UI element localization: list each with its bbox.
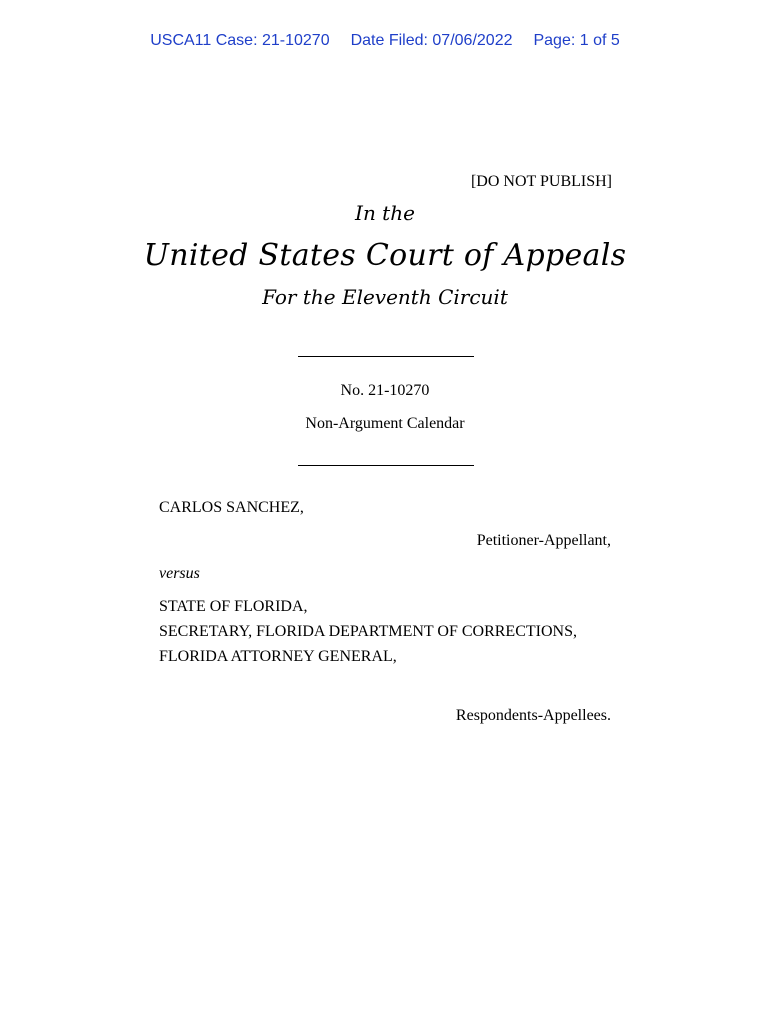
respondents-role: Respondents-Appellees. — [455, 707, 611, 724]
respondent-name: SECRETARY, FLORIDA DEPARTMENT OF CORRECTIONS, — [159, 623, 577, 640]
publish-status: [DO NOT PUBLISH] — [470, 173, 612, 190]
respondent-name: FLORIDA ATTORNEY GENERAL, — [159, 648, 397, 665]
filing-header — [0, 32, 770, 50]
divider-top — [298, 356, 474, 357]
page-stamp: Page: 1 of 5 — [533, 32, 620, 49]
respondent-name: STATE OF FLORIDA, — [159, 598, 308, 615]
case-number: No. 21-10270 — [340, 382, 430, 399]
versus-label: versus — [159, 565, 200, 582]
appellant-role: Petitioner-Appellant, — [476, 532, 611, 549]
divider-bottom — [298, 465, 474, 466]
court-name: United States Court of Appeals — [143, 238, 627, 273]
case-stamp: USCA11 Case: 21-10270 — [150, 32, 330, 49]
calendar-type: Non-Argument Calendar — [305, 415, 465, 432]
court-caption-line1: In the — [355, 201, 415, 225]
appellant-name: CARLOS SANCHEZ, — [159, 499, 304, 516]
date-filed-stamp: Date Filed: 07/06/2022 — [350, 32, 513, 49]
court-circuit: For the Eleventh Circuit — [262, 285, 508, 309]
